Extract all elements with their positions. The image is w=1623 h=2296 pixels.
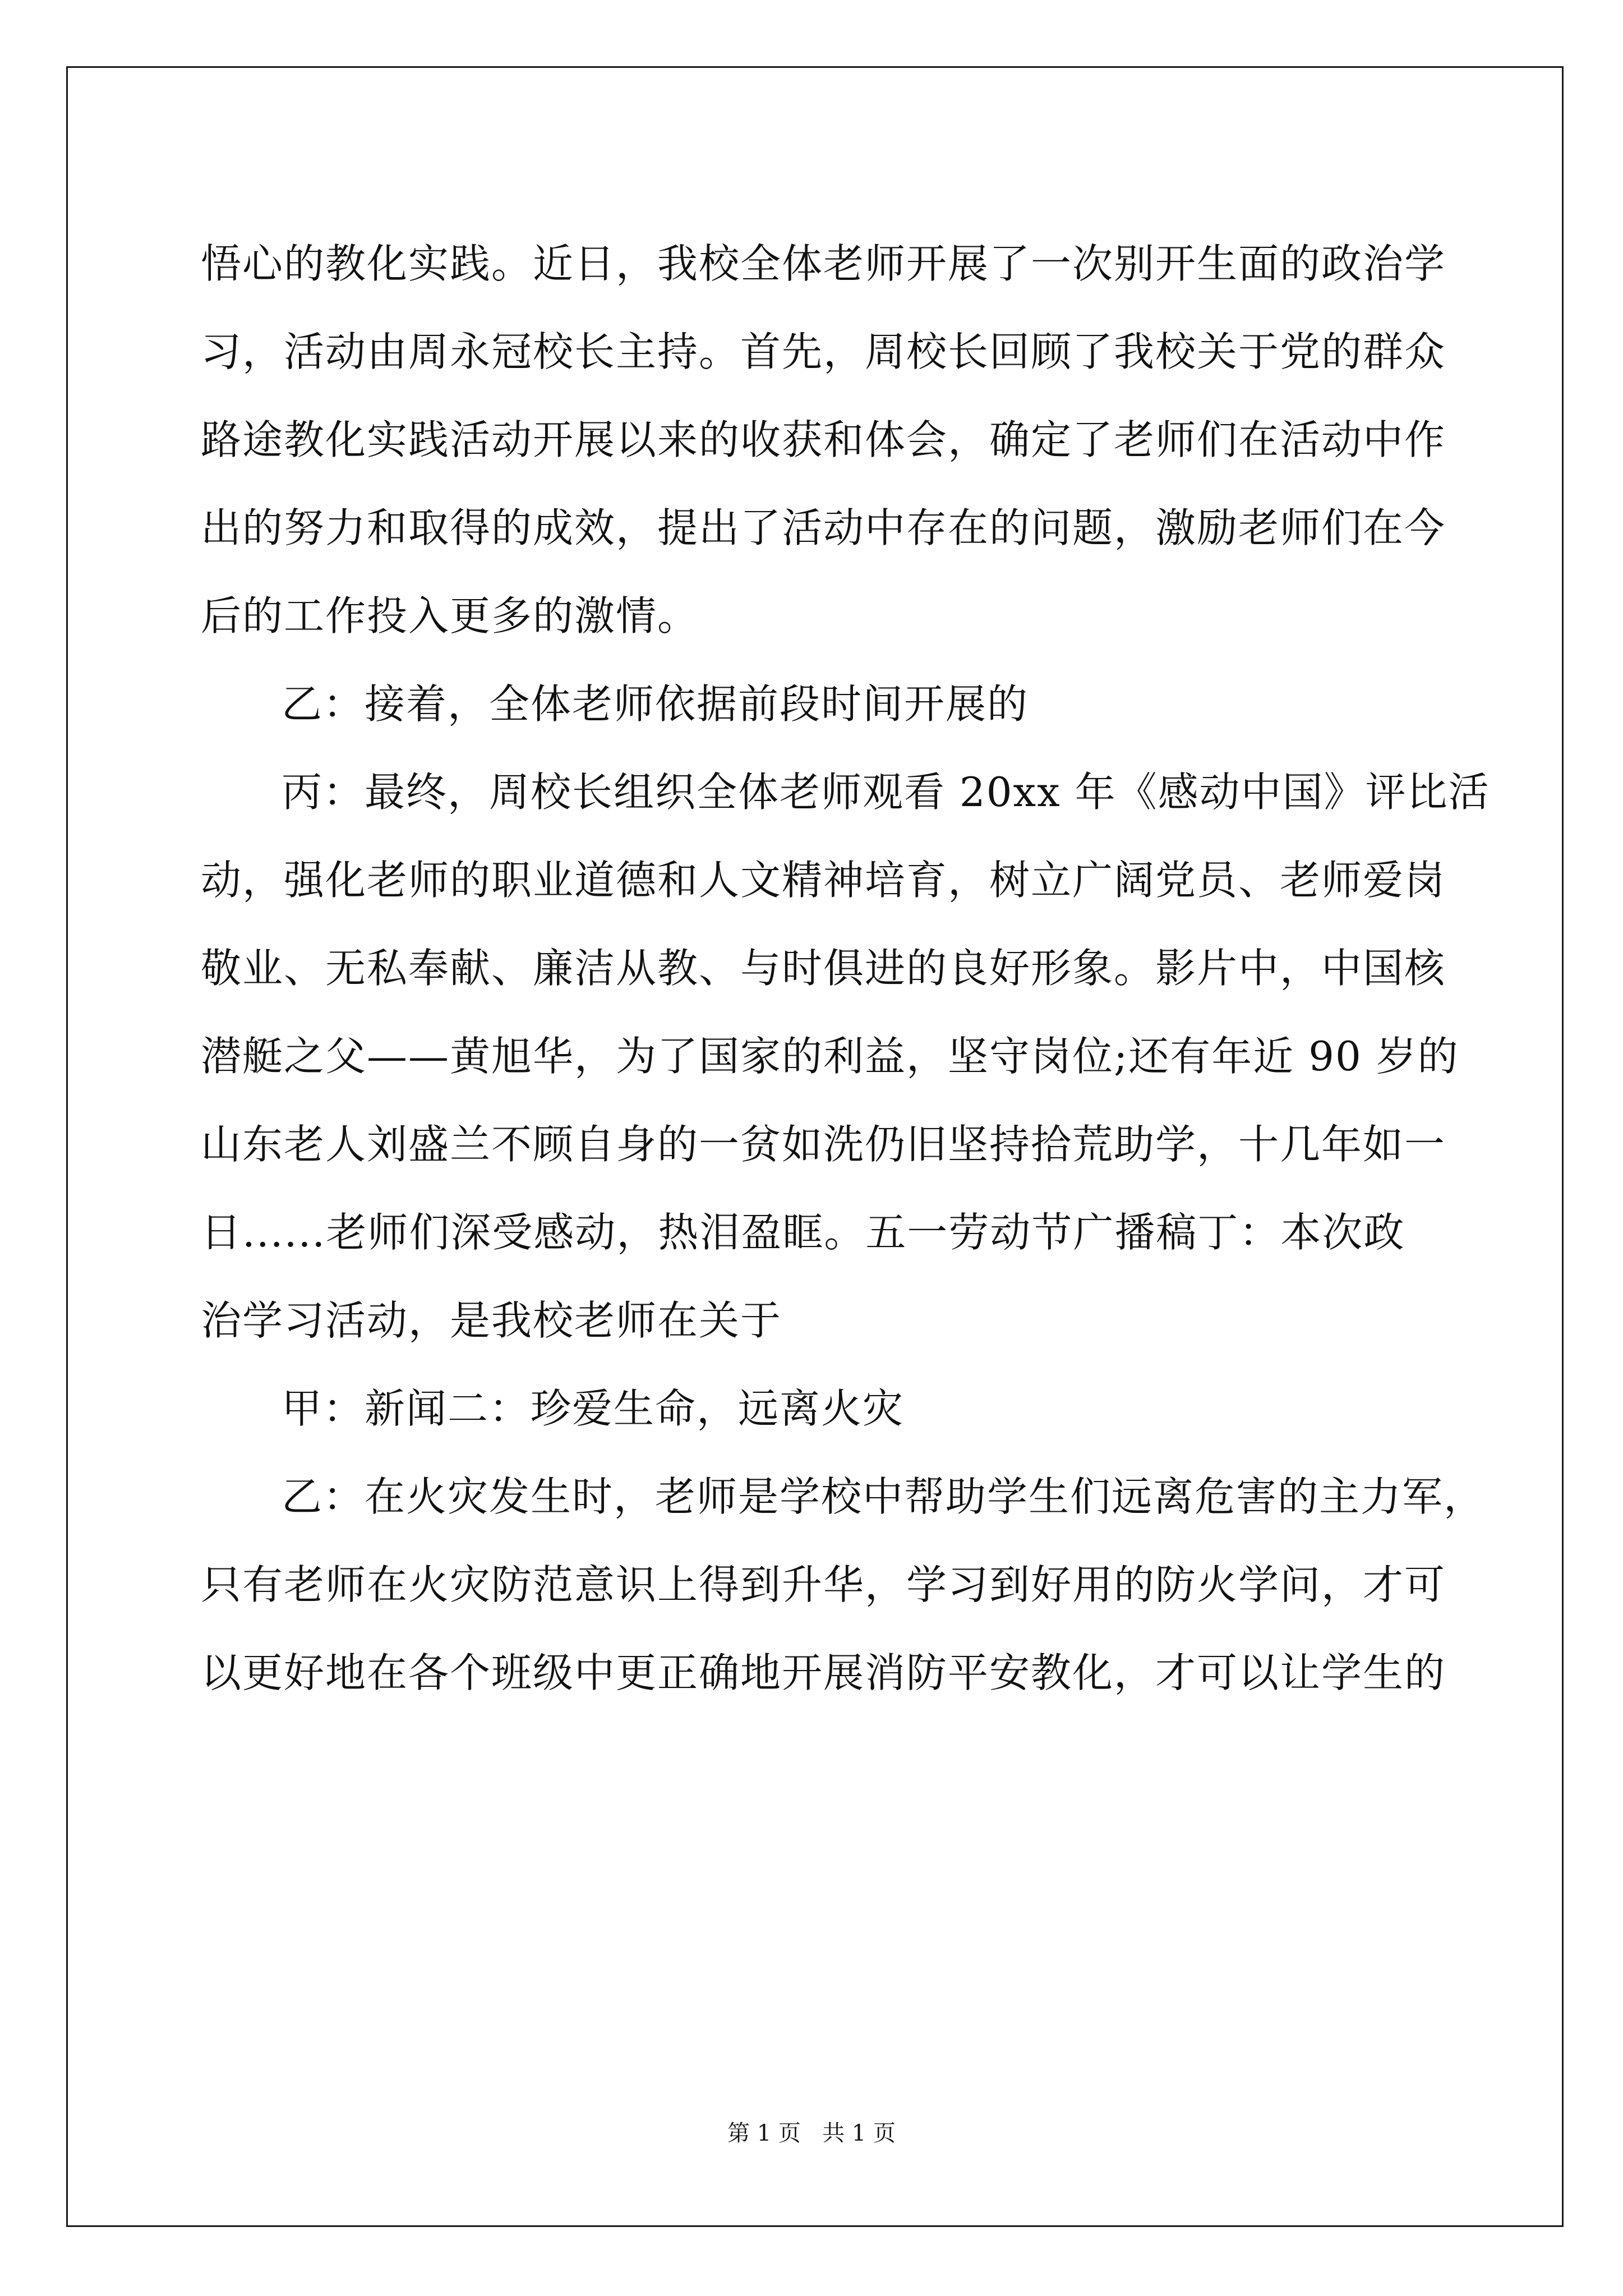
text-line-4: 出的努力和取得的成效，提出了活动中存在的问题，激励老师们在今 bbox=[201, 504, 1446, 551]
text-line-6: 乙：接着，全体老师依据前段时间开展的 bbox=[282, 680, 1029, 728]
page-number-footer: 第 1 页 共 1 页 bbox=[727, 2120, 896, 2146]
text-line-7: 丙：最终，周校长组织全体老师观看 20xx 年《感动中国》评比活 bbox=[282, 769, 1490, 816]
text-line-12: 日......老师们深受感动，热泪盈眶。五一劳动节广播稿丁：本次政 bbox=[201, 1209, 1405, 1256]
text-line-2: 习，活动由周永冠校长主持。首先，周校长回顾了我校关于党的群众 bbox=[201, 328, 1446, 375]
text-line-16: 只有老师在火灾防范意识上得到升华，学习到好用的防火学问，才可 bbox=[201, 1561, 1446, 1608]
text-line-5: 后的工作投入更多的激情。 bbox=[201, 592, 699, 639]
text-line-9: 敬业、无私奉献、廉洁从教、与时俱进的良好形象。影片中，中国核 bbox=[201, 945, 1446, 992]
text-line-3: 路途教化实践活动开展以来的收获和体会，确定了老师们在活动中作 bbox=[201, 416, 1446, 463]
text-line-10: 潜艇之父——黄旭华，为了国家的利益，坚守岗位;还有年近 90 岁的 bbox=[201, 1033, 1459, 1080]
text-line-11: 山东老人刘盛兰不顾自身的一贫如洗仍旧坚持拾荒助学，十几年如一 bbox=[201, 1121, 1446, 1168]
text-line-13: 治学习活动，是我校老师在关于 bbox=[201, 1297, 782, 1344]
document-body bbox=[201, 220, 1490, 1717]
text-line-17: 以更好地在各个班级中更正确地开展消防平安教化，才可以让学生的 bbox=[201, 1649, 1446, 1696]
text-line-1: 悟心的教化实践。近日，我校全体老师开展了一次别开生面的政治学 bbox=[201, 240, 1446, 287]
text-line-15: 乙：在火灾发生时，老师是学校中帮助学生们远离危害的主力军， bbox=[282, 1473, 1486, 1520]
text-line-14: 甲：新闻二：珍爱生命，远离火灾 bbox=[282, 1385, 905, 1432]
text-line-8: 动，强化老师的职业道德和人文精神培育，树立广阔党员、老师爱岗 bbox=[201, 857, 1446, 904]
